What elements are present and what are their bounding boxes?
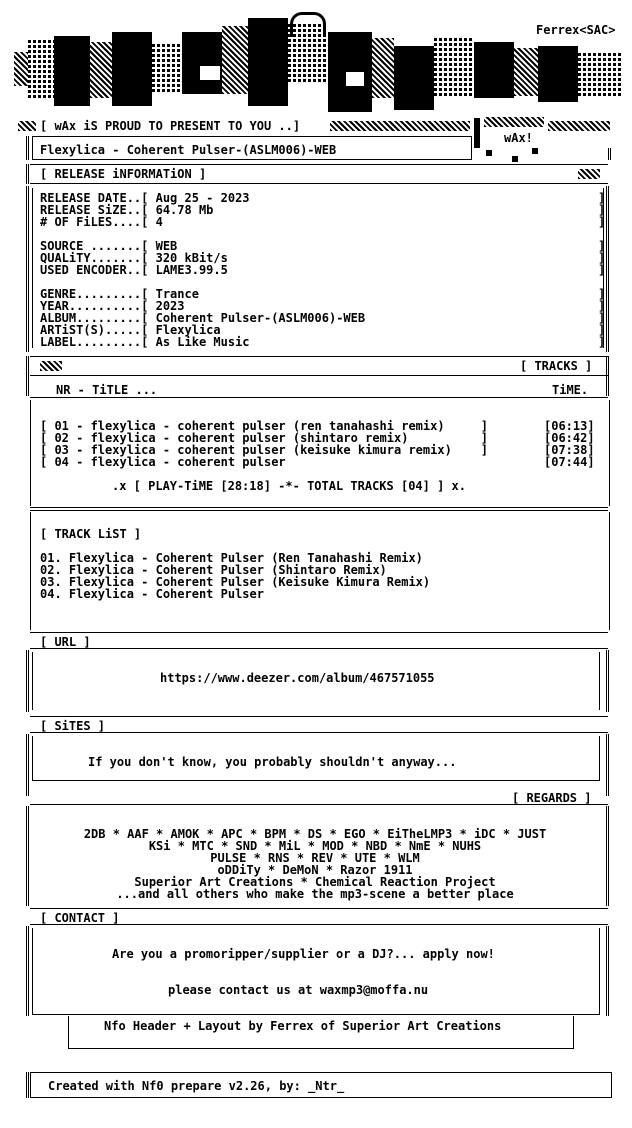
regards-line: ...and all others who make the mp3-scene a better place (116, 887, 514, 901)
info-line: # OF FiLES....[ 4 (40, 215, 163, 229)
wax-logo (14, 12, 622, 110)
info-line: SOURCE .......[ WEB (40, 239, 178, 253)
release-info-label: [ RELEASE iNFORMATiON ] (40, 167, 207, 181)
created-with: Created with Nf0 prepare v2.26, by: _Ntr_ (48, 1079, 345, 1093)
table-row: [ 02 - flexylica - coherent pulser (shintaro remix) ] (40, 431, 488, 445)
list-item: 01. Flexylica - Coherent Pulser (Ren Tanahashi Remix) (40, 551, 423, 565)
track-time: [07:44] (544, 455, 595, 469)
info-line: RELEASE DATE..[ Aug 25 - 2023 (40, 191, 250, 205)
track-list-label: [ TRACK LiST ] (40, 527, 142, 541)
regards-line: KSi * MTC * SND * MiL * MOD * NBD * NmE * NUHS (148, 839, 482, 853)
tracks-col-time: TiME. (552, 383, 589, 397)
table-row: [ 03 - flexylica - coherent pulser (keisuke kimura remix) ] (40, 443, 488, 457)
regards-line: PULSE * RNS * REV * UTE * WLM (210, 851, 420, 865)
info-line: YEAR..........[ 2023 (40, 299, 185, 313)
tracks-col-title: NR - TiTLE ... (56, 383, 158, 397)
url-label: [ URL ] (40, 635, 91, 649)
list-item: 02. Flexylica - Coherent Pulser (Shintaro Remix) (40, 563, 387, 577)
regards-line: 2DB * AAF * AMOK * APC * BPM * DS * EGO * EiTheLMP3 * iDC * JUST (83, 827, 547, 841)
info-line: RELEASE SiZE..[ 64.78 Mb (40, 203, 214, 217)
track-time: [06:13] (544, 419, 595, 433)
table-row: [ 04 - flexylica - coherent pulser (40, 455, 286, 469)
table-row: [ 01 - flexylica - coherent pulser (ren tanahashi remix) ] (40, 419, 488, 433)
sites-text: If you don't know, you probably shouldn't anyway... (88, 755, 457, 769)
sites-label: [ SiTES ] (40, 719, 106, 733)
info-line: USED ENCODER..[ LAME3.99.5 (40, 263, 228, 277)
track-time: [07:38] (544, 443, 595, 457)
info-line: GENRE.........[ Trance (40, 287, 199, 301)
contact-apply-text: Are you a promoripper/supplier or a DJ?... apply now! (112, 947, 495, 961)
contact-label: [ CONTACT ] (40, 911, 120, 925)
info-line: QUALiTY.......[ 320 kBit/s (40, 251, 228, 265)
group-badge: wAx! (504, 131, 533, 145)
tracks-label: [ TRACKS ] (520, 359, 593, 373)
release-url[interactable]: https://www.deezer.com/album/467571055 (160, 671, 435, 685)
header-credit: Ferrex<SAC> (536, 23, 616, 37)
info-line: ARTiST(S).....[ Flexylica (40, 323, 221, 337)
release-title: Flexylica - Coherent Pulser-(ASLM006)-WEB (40, 143, 337, 157)
info-line: ALBUM.........[ Coherent Pulser-(ASLM006)-WEB (40, 311, 366, 325)
track-time: [06:42] (544, 431, 595, 445)
layout-credit: Nfo Header + Layout by Ferrex of Superior Art Creations (104, 1019, 502, 1033)
regards-line: oDDiTy * DeMoN * Razor 1911 (217, 863, 413, 877)
list-item: 04. Flexylica - Coherent Pulser (40, 587, 264, 601)
regards-line: Superior Art Creations * Chemical Reaction Project (134, 875, 496, 889)
info-line: LABEL.........[ As Like Music (40, 335, 250, 349)
tagline: [ wAx iS PROUD TO PRESENT TO YOU ..] (40, 119, 301, 133)
contact-email-text[interactable]: please contact us at waxmp3@moffa.nu (168, 983, 429, 997)
regards-label: [ REGARDS ] (512, 791, 592, 805)
list-item: 03. Flexylica - Coherent Pulser (Keisuke Kimura Remix) (40, 575, 431, 589)
tracks-summary: .x [ PLAY-TiME [28:18] -*- TOTAL TRACKS [04] ] x. (112, 479, 467, 493)
